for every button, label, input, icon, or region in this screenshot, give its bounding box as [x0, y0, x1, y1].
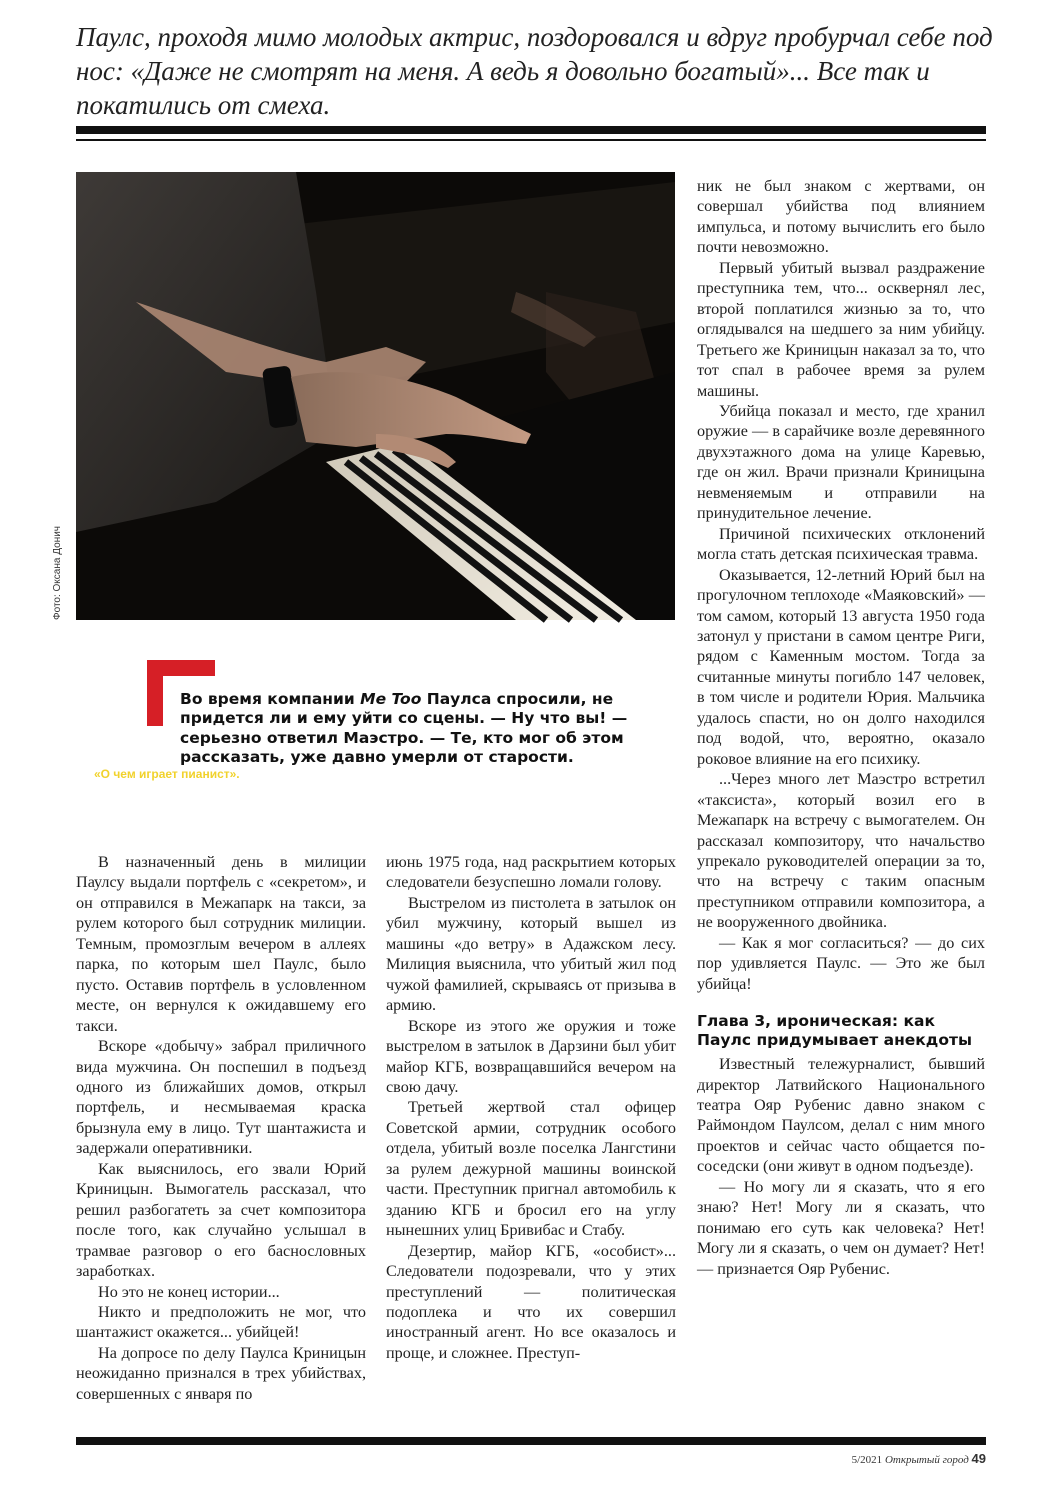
pull-quote — [180, 690, 650, 767]
paragraph: июнь 1975 года, над раскрытием которых следователи безуспешно ломали голову. — [386, 853, 676, 892]
intro-quote: Паулс, проходя мимо молодых актрис, поздоровался и вдруг пробурчал себе под нос: «Даже не смотрят на меня. А ведь я довольно богатый»... Все так и покатились от смеха. — [76, 22, 993, 120]
photo-caption: «О чем играет пианист». — [94, 767, 240, 781]
pull-quote-end: Паулса спросили, не придется ли и ему уйти со сцены. — Ну что вы! — серьезно ответил Маэстро. — Те, кто мог об этом рассказать, уже давно умерли от старости. — [180, 690, 628, 766]
paragraph: Вскоре из этого же оружия и тоже выстрелом в затылок в Дарзини был убит майор КГБ, возвращавшийся вечером на свою дачу. — [386, 1016, 676, 1096]
paragraph: ник не был знаком с жертвами, он совершал убийства под влиянием импульса, и потому вычислить его было почти невозможно. — [697, 177, 985, 257]
text-column-3 — [697, 176, 985, 1279]
magazine-name: Открытый город — [884, 1454, 969, 1466]
text-column-2 — [386, 852, 676, 1363]
page-footer — [814, 1451, 986, 1466]
paragraph: Третьей жертвой стал офицер Советской армии, сотрудник особого отдела, убитый возле поселка Лангстини за рулем дежурной машины воинской части. Преступник пригнал автомобиль к зданию КГБ и бросил его на углу нынешних улиц Бривибас и Стабу. — [386, 1098, 676, 1240]
paragraph: Вскоре «добычу» забрал приличного вида мужчина. Он поспешил в подъезд одного из ближайших домов, открыл портфель, и несмываемая краска брызнула ему в лицо. Тут шантажиста и задержали оперативники. — [76, 1037, 366, 1158]
paragraph: Убийца показал и место, где хранил оружие — в сарайчике возле деревянного двухэтажного дома на улице Каревью, где он жил. Врачи признали Криницына невменяемым и отправили на принудительное лечение. — [697, 401, 985, 523]
text-column-1 — [76, 852, 366, 1404]
top-rule-thin — [76, 139, 986, 141]
pianist-illustration — [76, 172, 675, 620]
paragraph: — Но могу ли я сказать, что я его знаю? Нет! Могу ли я сказать, что понимаю его суть как человека? Нет! Могу ли я сказать, о чем он думает? Нет! — признается Ояр Рубенис. — [697, 1177, 985, 1278]
paragraph: Но это не конец истории... — [98, 1282, 280, 1301]
paragraph: Известный тележурналист, бывший директор Латвийского Национального театра Ояр Рубенис давно знаком с Раймондом Паулсом, делал с ним много проектов и сейчас часто общается по-соседски (они живут в одном подъезде). — [697, 1055, 985, 1176]
issue-number: 5/2021 — [851, 1454, 883, 1466]
paragraph: Как выяснилось, его звали Юрий Криницын. Вымогатель рассказал, что решил разбогатеть за счет композитора после того, как случайно услышал в трамвае разговор о его баснословных заработках. — [76, 1159, 366, 1281]
paragraph: Никто и предположить не мог, что шантажист окажется... убийцей! — [76, 1302, 366, 1342]
photo-credit: Фото: Оксана Донич — [52, 526, 63, 620]
paragraph: Дезертир, майор КГБ, «особист»... Следователи подозревали, что у этих преступлений — политическая подоплека и что их совершил иностранный агент. Но все оказалось и проще, и сложнее. Преступ- — [386, 1241, 676, 1362]
page-number: 49 — [971, 1451, 986, 1466]
top-rule — [76, 126, 986, 134]
paragraph: Причиной психических отклонений могла стать детская психическая травма. — [697, 524, 985, 564]
paragraph: На допросе по делу Паулса Криницын неожиданно признался в трех убийствах, совершенных с января по — [76, 1343, 366, 1403]
paragraph: В назначенный день в милиции Паулсу выдали портфель с «секретом», и он отправился в Межапарк на такси, за рулем которого был сотрудник милиции. Темным, промозглым вечером в аллеях парка, по которым шел Паулс, было пусто. Оставив портфель в условленном месте, он вернулся к ожидавшему его такси. — [76, 853, 366, 1035]
bottom-rule — [76, 1437, 986, 1445]
pull-quote-emphasis: Me Too — [360, 690, 422, 708]
paragraph: — Как я мог согласиться? — до сих пор удивляется Паулс. — Это же был убийца! — [697, 933, 985, 993]
chapter-heading: Глава 3, ироническая: как Паулс придумывает анекдоты — [697, 1012, 972, 1050]
paragraph: Оказывается, 12-летний Юрий был на прогулочном теплоходе «Маяковский» — том самом, который 13 августа 1950 года затонул у пристани в самом центре Риги, рядом с Каменным мостом. Тогда за считанные минуты погибло 147 человек, в том числе и родители Юрия. Мальчика удалось спасти, но он долго находился под водой, что, вероятно, оказало роковое влияние на его психику. — [697, 565, 985, 768]
paragraph: Первый убитый вызвал раздражение преступника тем, что... осквернял лес, второй поплатился жизнью за то, что оглядывался на шедшего за ним убийцу. Третьего же Криницын наказал за то, что тот спал в рабочее время за рулем машины. — [697, 258, 985, 400]
paragraph: Выстрелом из пистолета в затылок он убил мужчину, который вышел из машины «до ветру» в Адажском лесу. Милиция выяснила, что убитый жил под чужой фамилией, скрываясь от призыва в армию. — [386, 893, 676, 1015]
paragraph: ...Через много лет Маэстро встретил «таксиста», который возил его в Межапарк на встречу с вымогателем. Он рассказал композитору, что начальство упрекало руководителей операции за то, что на встречу с таким опасным преступником отправили композитора, а не вооруженного двойника. — [697, 770, 985, 932]
pull-quote-start: Во время компании — [180, 690, 361, 708]
